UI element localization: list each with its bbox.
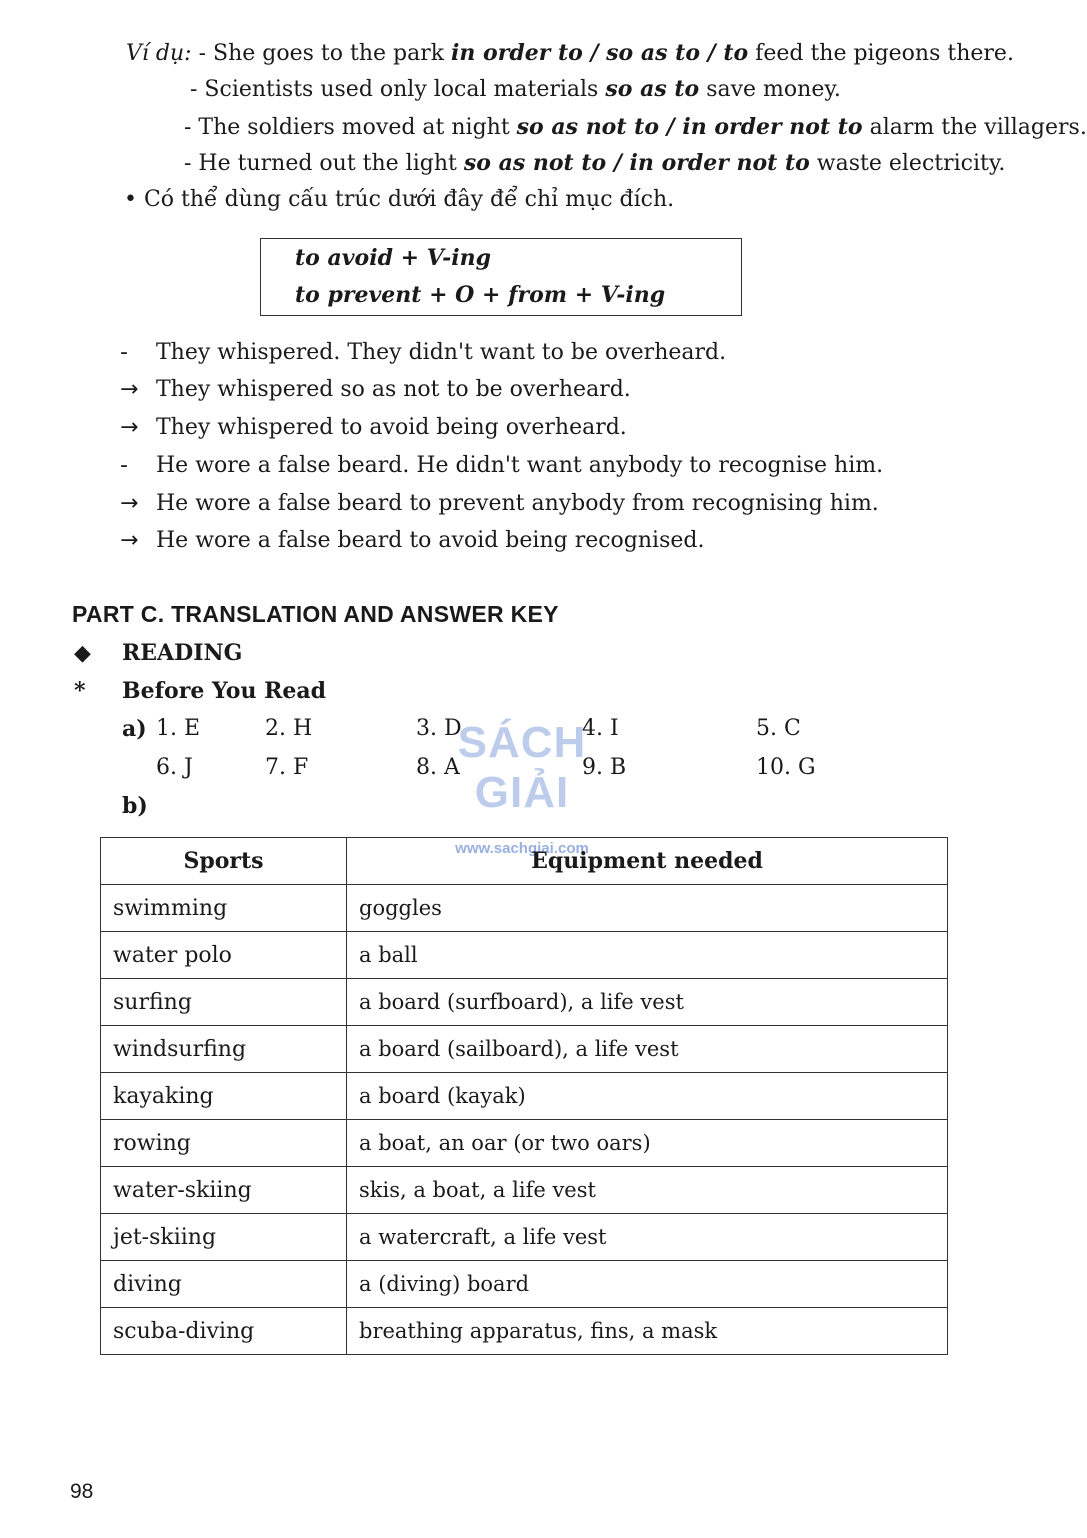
answer-3: 3. D	[416, 716, 462, 741]
sport-cell: water-skiing	[101, 1167, 347, 1214]
transform-line-5: → He wore a false beard to prevent anybody from recognising him.	[120, 491, 879, 516]
section-a-label: a)	[122, 716, 147, 742]
answer-6: 6. J	[156, 755, 193, 780]
table-row	[101, 885, 948, 932]
transform-line-3: → They whispered to avoid being overheard.	[120, 415, 627, 440]
example-line-1: Ví dụ: - She goes to the park in order to / so as to / to feed the pigeons there.	[126, 40, 1014, 66]
sport-cell: windsurfing	[101, 1026, 347, 1073]
sport-cell: surfing	[101, 979, 347, 1026]
table-row	[101, 932, 948, 979]
answer-9: 9. B	[582, 755, 627, 780]
example-line-2: - Scientists used only local materials so as to save money.	[190, 76, 841, 102]
answer-2: 2. H	[265, 716, 313, 741]
table-row	[101, 1261, 948, 1308]
watermark-url: www.sachgiai.com	[455, 840, 589, 857]
equipment-cell: a boat, an oar (or two oars)	[347, 1120, 948, 1167]
page-number: 98	[70, 1480, 94, 1503]
equipment-cell: a board (sailboard), a life vest	[347, 1026, 948, 1073]
sport-cell: jet-skiing	[101, 1214, 347, 1261]
table-row	[101, 1120, 948, 1167]
table-row	[101, 1308, 948, 1355]
structure-box	[260, 238, 742, 316]
before-you-read-heading: Before You Read	[122, 678, 327, 704]
answer-7: 7. F	[265, 755, 309, 780]
equipment-cell: breathing apparatus, fins, a mask	[347, 1308, 948, 1355]
reading-heading: READING	[122, 640, 243, 666]
equipment-cell: a board (surfboard), a life vest	[347, 979, 948, 1026]
table-row	[101, 1073, 948, 1120]
structure-prevent: to prevent + O + from + V-ing	[295, 282, 666, 308]
answer-1: 1. E	[156, 716, 201, 741]
sport-cell: scuba-diving	[101, 1308, 347, 1355]
sport-cell: diving	[101, 1261, 347, 1308]
equipment-cell: a board (kayak)	[347, 1073, 948, 1120]
example-label: Ví dụ:	[126, 41, 192, 66]
example-line-3: - The soldiers moved at night so as not to / in order not to alarm the villagers.	[184, 114, 1087, 140]
part-c-title: PART C. TRANSLATION AND ANSWER KEY	[72, 601, 559, 627]
table-row	[101, 1167, 948, 1214]
transform-line-6: → He wore a false beard to avoid being recognised.	[120, 528, 705, 553]
structure-avoid: to avoid + V-ing	[295, 245, 492, 271]
answer-8: 8. A	[416, 755, 460, 780]
sachgiai-watermark	[412, 718, 632, 857]
equipment-cell: goggles	[347, 885, 948, 932]
watermark-brand: SÁCH GIẢI	[457, 718, 587, 817]
sport-cell: water polo	[101, 932, 347, 979]
equipment-cell: a (diving) board	[347, 1261, 948, 1308]
answer-4: 4. I	[582, 716, 619, 741]
header-equipment: Equipment needed	[347, 838, 948, 885]
answer-10: 10. G	[756, 755, 816, 780]
reading-bullet-icon: ◆	[74, 640, 91, 666]
table-row	[101, 979, 948, 1026]
table-header-row	[101, 838, 948, 885]
transform-line-4: - He wore a false beard. He didn't want anybody to recognise him.	[120, 453, 884, 478]
transform-line-2: → They whispered so as not to be overheard.	[120, 377, 631, 402]
equipment-cell: a watercraft, a life vest	[347, 1214, 948, 1261]
transform-line-1: - They whispered. They didn't want to be overheard.	[120, 340, 727, 365]
answer-5: 5. C	[756, 716, 801, 741]
structure-note: • Có thể dùng cấu trúc dưới đây để chỉ mục đích.	[124, 187, 675, 212]
section-b-label: b)	[122, 793, 148, 819]
equipment-cell: a ball	[347, 932, 948, 979]
table-row	[101, 1214, 948, 1261]
sport-cell: swimming	[101, 885, 347, 932]
equipment-cell: skis, a boat, a life vest	[347, 1167, 948, 1214]
before-bullet-icon: *	[74, 678, 86, 704]
table-row	[101, 1026, 948, 1073]
sports-equipment-table	[100, 837, 948, 1355]
sport-cell: rowing	[101, 1120, 347, 1167]
sport-cell: kayaking	[101, 1073, 347, 1120]
header-sports: Sports	[101, 838, 347, 885]
example-line-4: - He turned out the light so as not to / in order not to waste electricity.	[184, 150, 1006, 176]
